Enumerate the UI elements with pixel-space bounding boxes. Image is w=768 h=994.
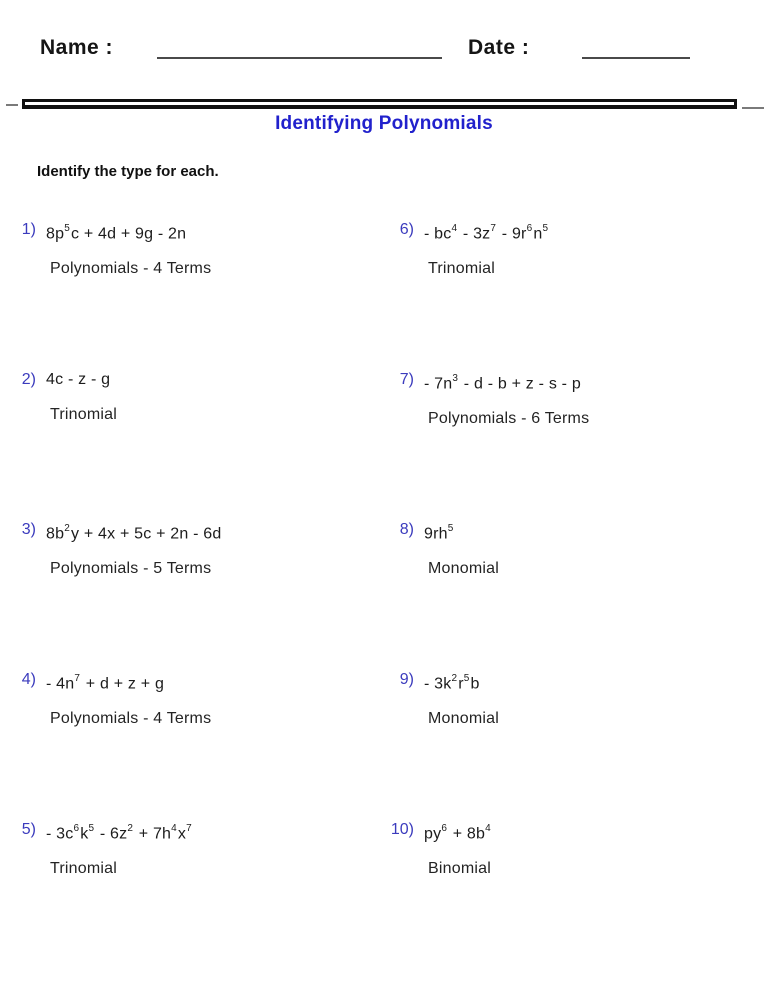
problem-item xyxy=(378,368,758,518)
divider-right-dash xyxy=(742,107,764,109)
problem-body xyxy=(46,668,372,728)
problem-item xyxy=(12,668,372,818)
name-label: Name : xyxy=(40,36,114,59)
answer-text: Trinomial xyxy=(428,260,495,278)
answer-text: Polynomials - 6 Terms xyxy=(428,410,590,428)
problem-number: 10) xyxy=(390,821,414,838)
problem-number: 4) xyxy=(21,671,36,688)
problem-item xyxy=(12,218,372,368)
polynomial-expression: - $4n^7 + d + z + g$ xyxy=(46,673,165,693)
problem-body xyxy=(46,518,372,578)
problem-body xyxy=(424,818,758,878)
problem-body xyxy=(46,818,372,878)
answer-text: Binomial xyxy=(428,860,491,878)
problem-item xyxy=(378,518,758,668)
name-blank-line xyxy=(157,57,442,59)
answer-text: Monomial xyxy=(428,560,499,578)
problem-item xyxy=(378,818,758,968)
problem-item xyxy=(12,368,372,518)
problem-item xyxy=(378,668,758,818)
problem-item xyxy=(12,818,372,968)
polynomial-expression: - $3c^6k^5 - 6z^2 + 7h^4x^7$ xyxy=(46,823,192,843)
polynomial-expression: - $3k^2r^5b$ xyxy=(424,673,480,693)
problem-number: 9) xyxy=(399,671,414,688)
problem-number: 1) xyxy=(21,221,36,238)
double-rule-divider xyxy=(22,99,737,109)
answer-text: Trinomial xyxy=(50,406,117,423)
divider-left-dash xyxy=(6,104,18,106)
polynomial-expression: $9rh^5$ xyxy=(424,523,454,543)
page-title: Identifying Polynomials xyxy=(275,113,493,134)
polynomial-expression: 4c - z - g xyxy=(46,371,111,388)
answer-text: Polynomials - 5 Terms xyxy=(50,560,212,578)
answer-text: Trinomial xyxy=(50,860,117,878)
problem-number: 5) xyxy=(21,821,36,838)
problem-number: 3) xyxy=(21,521,36,538)
problems-column-left xyxy=(12,218,372,968)
problem-number: 2) xyxy=(21,371,36,388)
polynomial-expression: $8p^5c + 4d + 9g - 2n$ xyxy=(46,223,187,243)
polynomial-expression: $py^6 + 8b^4$ xyxy=(424,823,491,843)
problem-number: 6) xyxy=(399,221,414,238)
problem-number: 8) xyxy=(399,521,414,538)
answer-text: Polynomials - 4 Terms xyxy=(50,260,212,278)
problems-column-right xyxy=(378,218,758,968)
problem-item xyxy=(378,218,758,368)
problem-body xyxy=(424,518,758,578)
polynomial-expression: $8b^2y + 4x + 5c + 2n - 6d$ xyxy=(46,523,222,543)
problem-body xyxy=(46,218,372,278)
polynomial-expression: - $bc^4 - 3z^7 - 9r^6n^5$ xyxy=(424,223,549,243)
polynomial-expression: - $7n^3 - d - b + z - s - p$ xyxy=(424,373,581,393)
problem-item xyxy=(12,518,372,668)
problem-body xyxy=(424,668,758,728)
answer-text: Monomial xyxy=(428,710,499,728)
problem-body xyxy=(424,368,758,428)
date-blank-line xyxy=(582,57,690,59)
answer-text: Polynomials - 4 Terms xyxy=(50,710,212,728)
problem-number: 7) xyxy=(399,371,414,388)
instruction-text: Identify the type for each. xyxy=(37,163,219,180)
problem-body xyxy=(46,368,372,424)
date-label: Date : xyxy=(468,36,530,59)
problem-body xyxy=(424,218,758,278)
